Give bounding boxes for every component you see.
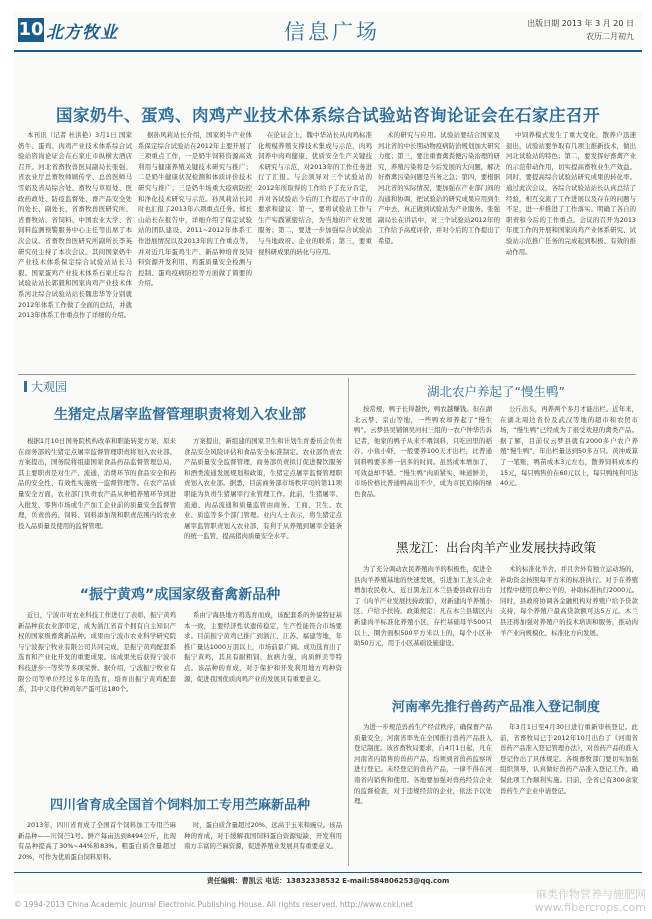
feed-text-2: 时，蛋白质含量超过20%，远高于玉米和豌豆。该品种的育成，对于缓解我国饲料蛋白资源短缺，开发利用南方丰富的苎麻资源，促进养殖业发展具有重要意义。 — [184, 821, 342, 851]
duck-column-2 — [500, 404, 638, 528]
vet-column-2 — [500, 722, 638, 868]
feed-text-1: 2013年，四川省育成了全国首个饲料加工专用苎麻新品种——川饲苎1号。鲜产每亩达到8494公斤，比现有品种提高了30%~44%和83%。粗蛋白质含量超过20%，可作为优质蛋白饲料原料。 — [18, 821, 176, 861]
feed-column-1 — [18, 820, 176, 868]
sheep-text-1: 为了充分调动农民养殖肉羊的积极性，促进全县肉羊养殖基地的快速发展，引进加工龙头企业增加农民收入，近日黑龙江木兰县委县政府出台了《肉羊产业发展扶持政策》，对新建肉羊养殖小区、户给予扶持。政策规定：凡在木兰县辖区内新建肉羊标准化养殖小区，存栏基础母羊500只以上、圈舍面积500平方米以上的，每个小区补助50万元，用于小区基础设施建设。 — [354, 565, 492, 648]
feed-column-2 — [184, 820, 342, 868]
footer-label: 责任编辑：曹凯云 电话：13832338532 E-mail:584806253@qq.com — [206, 877, 450, 885]
vet-article-title: 河南率先推行兽药产品准入登记制度 — [391, 700, 600, 715]
lead-text-1: 本刊讯（记者 杜洪艳）3月1日 国家奶牛、蛋鸡、肉鸡产业技术体系综合试验站咨询论证会在石家庄市纵横大酒店召开。河北省畜牧兽医局副局长张强、省农业厅总畜牧师顾传学、总兽医师马雪娟及省局综合处、畜牧与草原处、医政药政处、防疫监督处、畜产品安全处的处长、副处长，省畜牧兽医研究所、省畜牧站、省饲料、中国农业大学、省饲料监测预警服务中心主任等出席了本次会议。省畜牧兽医研究所副所长李英研究员主持了本次会议。其间国家奶牛产业技术体系保定综合试验站站长马毅、国家蛋鸡产业技术体系石家庄综合试验站站长郭毅和国家肉鸡产业技术体系河北综合试验站站长魏忠华等分别就2012年体系工作做了全面的总结，并就2013年体系工作重点作了详细的介绍。 — [18, 131, 132, 320]
header-rule — [14, 50, 642, 52]
lead-divider — [18, 374, 636, 375]
lead-text-3: 在论证会上，魏中华站长从肉鸡标准化规模养殖支撑技术集成与示范，肉鸡饲养中肉鸡健康、优质安全生产关键技术研究与示范，对2013年的工作任务进行了汇报。与会领导对三个试验站的2012年所取得的工作给予了充分肯定，并对各试验站今后的工作提出了中肯的要求和建议：第一，要将试验站工作与生产实践紧密结合，为当地的产业发展服务；第二，要进一步加强综合试验站与当地政府、企业的联系；第三，要重视科研成果的转化与应用。 — [258, 131, 372, 256]
lead-text-4: 术的研究与应用。试验站要结合国家及河北省的中长期动物疫病防治规划加大研究力度；第三，要注重畜禽粪便污染治理的研究，养殖污染将是今后发展的大问题，解决好畜禽污染问题是当务之急；第四，要根据河北省的实际情况，要加强在产业部门间的沟通和协调，把试验站的研究成果应用到生产中去，真正做到试验站为产业服务。张强副局长在讲话中，对三个试验站2012年的工作给予高度评价，并对今后的工作提出了希望。 — [378, 131, 500, 245]
lead-text-5: 中饲养模式发生了重大变化，散养户迅速退出，试验站要争取有几项主推新技术，做出河北试验站的特色；第二，要发挥好畜禽产业的示范带动作用，切实提高畜牧业生产效益。同时，要提高综合试验站研究成果的转化率。通过此次会议，各综合试验站站长认真总结了经验，相互交流了工作进展以及存在的问题与不足，进一步推进了工作落实。明确了各自的职责和今后的工作重点。会议的召开为2013年度工作的开展和国家肉鸡产业体系研究、试验站示范推广任务的完成起到积极、有效的推动作用。 — [506, 131, 636, 256]
chicken-text-2: 系由宁海县地方鸡选育而成，该配套系的外貌特征基本一致，主要经济性状遗传稳定，生产性能符合市场要求。目前振宁黄鸡已推广到浙江、江苏、福建等地，年推广量达1000万羽以上，市场前景广阔。成功选育出了振宁黄鸡，其具有耐粗饲、抗病力强、肉质鲜美等特点。该品种的育成，对于保护和开发利用地方鸡种资源，促进我国优质肉鸡产业的发展具有重要意义。 — [184, 611, 342, 683]
lead-headline: 国家奶牛、蛋鸡、肉鸡产业技术体系综合试验站咨询论证会在石家庄召开 — [56, 106, 600, 125]
page-number: 10 — [18, 19, 44, 40]
pig-column-1 — [18, 436, 176, 572]
chicken-column-1 — [18, 610, 176, 786]
duck-article-title: 湖北农户养起了“慢生鸭” — [427, 384, 565, 399]
vet-column-1 — [354, 722, 492, 868]
lead-column-2 — [138, 130, 252, 370]
lead-column-5 — [506, 130, 636, 370]
sheep-text-2: 术的标准化羊舍，并且舍外有独立运动场的，补助资金按照每平方米的标准执行。对于在养殖过程中使用良种公羊的，补助标准执行2000元。同时，县政府协调各金融机构对养殖户给予贷款支持，每个养殖户最高贷款额可达5万元。木兰县还将加强对养殖户的技术培训和服务，推动肉羊产业向规模化、标准化方向发展。 — [500, 565, 638, 637]
chicken-text-1: 近日，宁波市对农业科技工作进行了表彰，振宁黄鸡新品种获农业部审定，成为浙江省首个拥有自主知识产权的国家级畜禽新品种。成果由宁波市农业科学研究院与宁波振宁牧业有限公司共同完成，是振宁黄鸡配套系选育和产业化开发的重要成果。该成果先后获得宁波市科技进步一等奖等多项荣誉。据介绍，宁波振宁牧业有限公司等单位经过多年的选育，培育出振宁黄鸡配套系，其中父母代种鸡年产蛋可达180个。 — [18, 611, 176, 694]
pig-column-2 — [184, 436, 342, 572]
lead-text-2: 据孙风莉站长介绍，国家奶牛产业体系保定综合试验站在2012年主要开展了三项重点工作，一是奶牛饲料资源高效利用与健康养殖关键技术研究与推广；二是奶牛健康状况检测和体质评价技术研究与推广；三是奶牛场重大疫病防控和净化技术研究与示范。孙风莉站长同时也汇报了2013年六项重点任务。郑长山站长在报告中，详细介绍了保定试验站的团队建设、2011~2012年体系工作进展情况以及2013年的工作重点等。并对近几年蛋鸡生产、新品种培育及饲料资源开发利用、鸡蛋质量安全检测与控制、蛋鸡疫病防控等方面做了简要的介绍。 — [138, 131, 252, 288]
section-title: 信息广场 — [284, 20, 380, 44]
brand-logo: 北方牧业 — [46, 23, 118, 43]
sheep-column-2 — [500, 564, 638, 676]
sheep-column-1 — [354, 564, 492, 676]
publication-date — [527, 17, 634, 43]
column-divider — [348, 378, 349, 866]
sheep-article-title: 黑龙江：出台肉羊产业发展扶持政策 — [395, 540, 596, 555]
pig-text-1: 根据1月10日国务院机构改革和职能转变方案，原来在商务部的生猪定点屠宰监督管理职责将划入农业部。方案提出，国务院将组建国家食品药品监督管理总局，其主要职责是对生产、流通、消费环节的食品安全和药品的安全性、有效性实施统一监督管理等。在农产品质量安全方面，农业部门负责农产品从种植养殖环节到进入批发、零售市场或生产加工企业前的质量安全监督管理，负责兽药、饲料、饲料添加剂和职责范围内的农业投入品质量及使用的监督管理。 — [18, 437, 176, 530]
section-label-text: 大观园 — [31, 380, 68, 394]
watermark-line-2: www.fibercrops.com — [534, 901, 646, 914]
lunar-date-line: 农历二月初九 — [586, 32, 634, 41]
lead-column-3 — [258, 130, 372, 370]
lead-column-1 — [18, 130, 132, 370]
newspaper-page — [14, 12, 642, 894]
pig-article-title: 生猪定点屠宰监督管理职责将划入农业部 — [54, 407, 306, 423]
duck-text-2: 公斤出头，再养两个多月才能出栏。近年来，在湖北周边省份及武汉等地的超市和农贸市场，“慢生鸭”已经成为了很受欢迎的禽类产品。据了解，目前仅云梦县就有2000多户农户养殖“慢生鸭”，年出栏量达到50多万只。黄冲成算了一笔账，鸭苗成本3元左右，散养饲料成本约15元，每只鸭售价在60元以上，每只鸭纯利可达40元。 — [500, 405, 638, 488]
chicken-column-2 — [184, 610, 342, 786]
section-label — [24, 378, 67, 395]
pig-text-2: 方案提出，新组建的国家卫生和计划生育委员会负责食品安全风险评估和食品安全标准制定。农业部负责农产品质量安全监督管理，商务部负责拟订促进餐饮服务和酒类流通发展规划和政策，生猪定点屠宰监督管理职责划入农业部。据悉，目前商务部市场秩序司的第11项职能为负责生猪屠宰行业管理工作。此前，生猪屠宰、流通、肉品流通和质量监管由商务、工商、卫生、农业、质监等多个部门管理。业内人士表示，将生猪定点屠宰监管职责划入农业部，有利于从养殖到屠宰全链条的统一监管，提高猪肉质量安全水平。 — [184, 437, 342, 541]
copyright-line: © 1994-2013 China Academic Journal Electronic Publishing House. All rights reserved. http://www.cnki.net — [14, 900, 413, 909]
feed-article-title: 四川省育成全国首个饲料加工专用苎麻新品种 — [49, 798, 310, 813]
chicken-article-title: “振宁黄鸡”成国家级畜禽新品种 — [79, 587, 281, 603]
vet-text-2: 年3月1日至4月30日进行重新审核登记。此前，省畜牧局已于2012年10月出台了《河南省兽药产品准入登记管理办法》，对兽药产品的准入登记作出了具体规定。各级畜牧部门要切实加强组织领导，认真做好兽药产品准入登记工作，确保此项工作顺利实施。目前，全省已有300余家兽药生产企业申请登记。 — [500, 723, 638, 795]
pub-date-line: 出版日期 2013 年 3 月 20 日 — [527, 19, 634, 28]
duck-column-1 — [354, 404, 492, 528]
section-bar — [24, 381, 27, 392]
duck-text-1: 按常规，鸭子长得越快，鸭农越赚钱。但在湖北云梦、京山等地，一些鸭农却养起了“慢生鸭”。云梦县吴铺镇吴河村三组的一农户钟华告诉记者，他家的鸭子从来不喂饲料，只吃田里的稻谷、小鱼小虾，一般要养100天才出栏，比普通饲料鸭要多养一倍多的时间。虽然成本增加了，可效益却不错。“慢生鸭”肉质紧实、味道鲜美，市场价格比普通鸭高出不少，成为市民追捧的绿色食品。 — [354, 405, 492, 498]
watermark-line-1: 麻类作物营养与施肥网 — [536, 888, 646, 901]
vet-text-1: 为进一步规范兽药生产经营秩序，确保畜产品质量安全，河南省率先在全国推行兽药产品准入登记制度。该省畜牧局要求，自4月1日起，凡在河南省内销售的兽药产品，均须到省兽药监察所进行登记。未经登记的兽药产品，一律不得在河南省内销售和使用。各地要加强对兽药经营企业的监督检查，对于违规经营的企业，依法予以处理。 — [354, 723, 492, 806]
lead-column-4 — [378, 130, 500, 370]
page-footer — [14, 872, 642, 888]
site-watermark — [535, 888, 646, 914]
page-header — [14, 12, 642, 46]
